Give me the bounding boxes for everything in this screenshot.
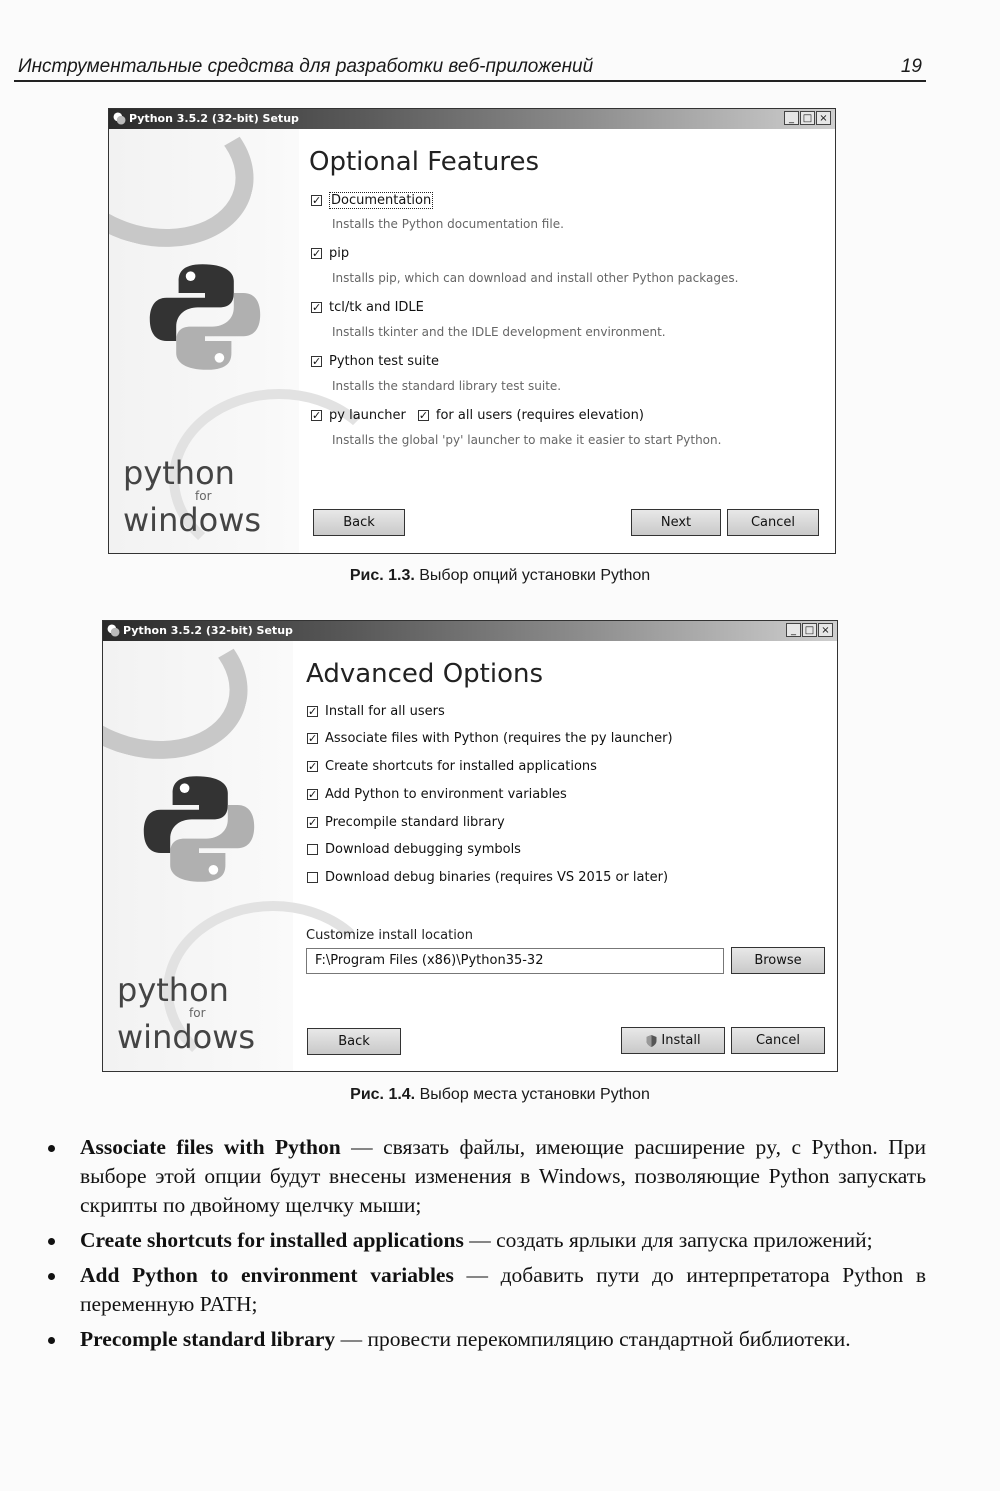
option-debug-symbols[interactable] [307, 842, 521, 857]
bullet-icon [48, 1337, 55, 1344]
list-item [44, 1226, 926, 1255]
cancel-button[interactable]: Cancel [731, 1027, 825, 1054]
option-add-to-path[interactable] [307, 787, 567, 802]
cancel-button[interactable]: Cancel [727, 509, 819, 536]
feature-py-launcher[interactable] [311, 408, 644, 423]
for-all-users-label: for all users (requires elevation) [435, 408, 644, 423]
option-label: Download debug binaries (requires VS 2015 or later) [325, 870, 669, 885]
checkbox[interactable]: ✓ [312, 194, 322, 207]
caption-text: Выбор места установки Python [419, 1086, 650, 1103]
checkbox[interactable]: ✓ [312, 247, 322, 260]
brand-for: for [189, 1006, 206, 1020]
side-panel [109, 129, 299, 553]
option-label: Download debugging symbols [325, 842, 521, 857]
checkbox[interactable] [307, 872, 318, 883]
python-logo-icon [145, 257, 265, 377]
figure-caption [0, 1086, 1000, 1104]
install-location-input[interactable]: F:\Program Files (x86)\Python35-32 [306, 948, 724, 974]
page-heading: Advanced Options [306, 659, 544, 689]
checkbox[interactable]: ✓ [308, 760, 318, 773]
decorative-swoosh [108, 108, 272, 269]
caption-label: Рис. 1.4. [350, 1086, 416, 1103]
page-number: 19 [900, 56, 922, 77]
close-button[interactable]: × [818, 623, 833, 637]
brand-python: python [123, 454, 235, 492]
feature-label: py launcher [329, 408, 406, 423]
checkbox-for-all-users[interactable]: ✓ [418, 409, 429, 422]
brand-python: python [117, 971, 229, 1009]
figure-caption [0, 567, 1000, 585]
back-button[interactable]: Back [307, 1028, 401, 1055]
setup-window-advanced-options [102, 620, 838, 1072]
feature-description: Installs the global 'py' launcher to make it easier to start Python. [332, 433, 722, 447]
feature-description: Installs the standard library test suite. [332, 379, 562, 393]
option-label: Add Python to environment variables [325, 787, 567, 802]
feature-label: Python test suite [329, 354, 440, 369]
minimize-button[interactable]: _ [786, 623, 801, 637]
close-button[interactable]: × [816, 111, 831, 125]
bullet-icon [48, 1145, 55, 1152]
uac-shield-icon [646, 1035, 657, 1047]
window-title: Python 3.5.2 (32-bit) Setup [123, 624, 293, 637]
checkbox[interactable]: ✓ [308, 788, 318, 801]
bullet-icon [48, 1238, 55, 1245]
checkbox[interactable]: ✓ [312, 409, 322, 422]
feature-documentation[interactable] [311, 192, 433, 209]
running-header [14, 54, 926, 82]
feature-label: tcl/tk and IDLE [329, 300, 424, 315]
page-heading: Optional Features [309, 147, 539, 177]
window-title: Python 3.5.2 (32-bit) Setup [129, 112, 299, 125]
brand-windows: windows [123, 501, 262, 539]
bullet-list [44, 1133, 926, 1360]
feature-label: pip [329, 246, 350, 261]
python-logo-icon [139, 769, 259, 889]
option-label: Create shortcuts for installed applications [325, 759, 597, 774]
option-precompile[interactable] [307, 815, 505, 830]
maximize-button[interactable]: □ [800, 111, 815, 125]
option-label: Precompile standard library [325, 815, 505, 830]
brand-windows: windows [117, 1018, 256, 1056]
feature-pip[interactable] [311, 246, 349, 261]
feature-description: Installs the Python documentation file. [332, 217, 564, 231]
bullet-icon [48, 1273, 55, 1280]
side-panel [103, 641, 293, 1071]
term: Create shortcuts for installed applications [80, 1228, 464, 1252]
feature-label: Documentation [331, 193, 432, 208]
install-location-label: Customize install location [306, 928, 473, 943]
option-debug-binaries[interactable] [307, 870, 668, 885]
term: Associate files with Python [80, 1135, 341, 1159]
caption-text: Выбор опций установки Python [419, 567, 651, 584]
definition: — связать файлы, имеющие расширение py, с Python. При выборе этой опции будут внесены изменения в Windows, позволяющие Python запускать скрипты по двойному щелчку мыши; [80, 1135, 926, 1217]
decorative-swoosh [102, 620, 266, 781]
checkbox[interactable]: ✓ [308, 732, 318, 745]
option-label: Associate files with Python (requires the py launcher) [325, 731, 673, 746]
term: Add Python to environment variables [80, 1263, 454, 1287]
install-label: Install [661, 1033, 701, 1048]
minimize-button[interactable]: _ [784, 111, 799, 125]
list-item [44, 1325, 926, 1354]
setup-window-optional-features [108, 108, 836, 554]
checkbox[interactable]: ✓ [308, 816, 318, 829]
running-title: Инструментальные средства для разработки веб-приложений [18, 56, 594, 77]
list-item [44, 1261, 926, 1319]
feature-description: Installs pip, which can download and install other Python packages. [332, 271, 739, 285]
option-create-shortcuts[interactable] [307, 759, 597, 774]
definition: — добавить пути до интерпретатора Python в переменную PATH; [80, 1263, 926, 1316]
checkbox[interactable] [307, 844, 318, 855]
maximize-button[interactable]: □ [802, 623, 817, 637]
definition: — провести перекомпиляцию стандартной библиотеки. [335, 1327, 851, 1351]
option-install-all-users[interactable] [307, 704, 445, 719]
list-item [44, 1133, 926, 1220]
install-button[interactable] [621, 1027, 725, 1054]
feature-tcltk-idle[interactable] [311, 300, 424, 315]
next-button[interactable]: Next [631, 509, 721, 536]
term: Precomple standard library [80, 1327, 336, 1351]
feature-description: Installs tkinter and the IDLE development environment. [332, 325, 666, 339]
brand-for: for [195, 489, 212, 503]
checkbox[interactable]: ✓ [308, 705, 318, 718]
option-label: Install for all users [325, 704, 445, 719]
caption-label: Рис. 1.3. [349, 567, 415, 584]
definition: — создать ярлыки для запуска приложений; [463, 1228, 873, 1252]
option-associate-files[interactable] [307, 731, 673, 746]
back-button[interactable]: Back [313, 509, 405, 536]
checkbox[interactable]: ✓ [312, 355, 322, 368]
browse-button[interactable]: Browse [731, 947, 825, 974]
checkbox[interactable]: ✓ [312, 301, 322, 314]
feature-test-suite[interactable] [311, 354, 439, 369]
